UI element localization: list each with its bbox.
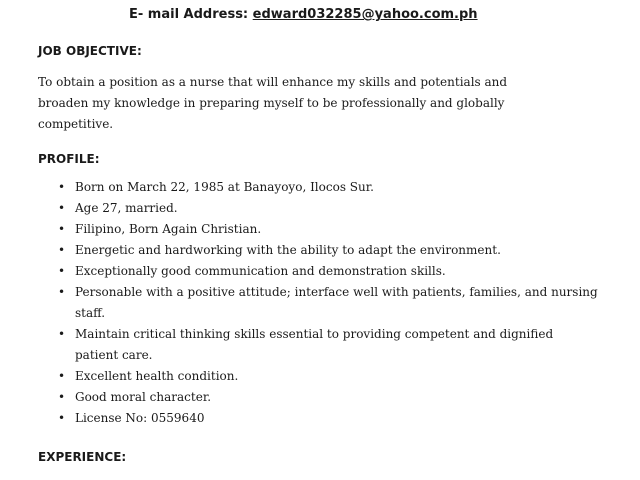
bullet-icon: • <box>58 201 66 215</box>
email-link[interactable]: edward032285@yahoo.com.ph <box>252 7 478 22</box>
bullet-icon: • <box>58 243 66 257</box>
job-objective-heading: JOB OBJECTIVE: <box>38 44 142 58</box>
profile-item: • Age 27, married. <box>38 198 598 219</box>
bullet-icon: • <box>58 285 66 299</box>
bullet-icon: • <box>58 222 66 236</box>
bullet-icon: • <box>58 180 66 194</box>
profile-item: • Energetic and hardworking with the ability to adapt the environment. <box>38 240 598 261</box>
experience-heading: EXPERIENCE: <box>38 450 127 464</box>
profile-item: • Maintain critical thinking skills essential to providing competent and dignified patient care. <box>38 324 598 366</box>
bullet-icon: • <box>58 327 66 341</box>
profile-item: • Good moral character. <box>38 387 598 408</box>
profile-item: • Born on March 22, 1985 at Banayoyo, Ilocos Sur. <box>38 177 598 198</box>
bullet-icon: • <box>58 411 66 425</box>
job-objective-text: To obtain a position as a nurse that will enhance my skills and potentials and broaden my knowledge in preparing myself to be professionally and globally competitive. <box>38 75 508 131</box>
profile-item: • Personable with a positive attitude; interface well with patients, families, and nursing staff. <box>38 282 598 324</box>
profile-heading: PROFILE: <box>38 152 100 166</box>
bullet-icon: • <box>58 390 66 404</box>
profile-item: • Filipino, Born Again Christian. <box>38 219 598 240</box>
email-line <box>129 7 478 22</box>
profile-list <box>38 177 598 429</box>
profile-item: • License No: 0559640 <box>38 408 598 429</box>
email-label: E- mail Address: <box>129 7 249 22</box>
profile-item: • Exceptionally good communication and demonstration skills. <box>38 261 598 282</box>
profile-item: • Excellent health condition. <box>38 366 598 387</box>
bullet-icon: • <box>58 264 66 278</box>
bullet-icon: • <box>58 369 66 383</box>
